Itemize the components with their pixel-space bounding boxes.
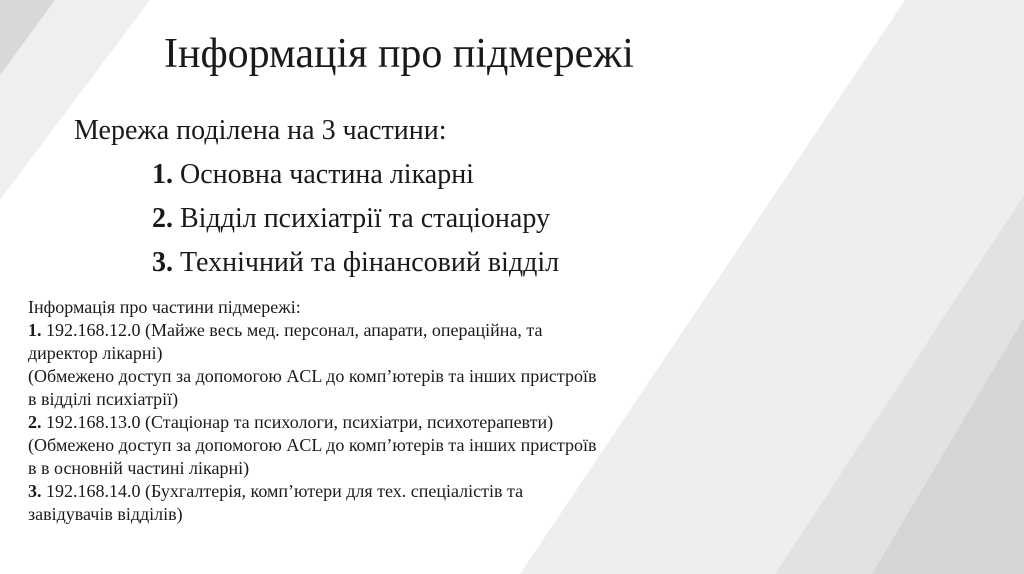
list-number: 1.	[28, 320, 42, 340]
network-part-label: Основна частина лікарні	[180, 159, 474, 190]
intro-text: Мережа поділена на 3 частини:	[74, 115, 447, 146]
subnet-entry	[28, 411, 608, 434]
network-part-item	[152, 197, 559, 241]
subnet-access-note: (Обмежено доступ за допомогою ACL до комп’ютерів та інших пристроїв в в основній частині лікарні)	[28, 435, 597, 478]
subnet-description: 192.168.12.0 (Майже весь мед. персонал, апарати, операційна, та директор лікарні)	[28, 320, 543, 363]
list-number: 2.	[152, 203, 173, 234]
subnet-details	[28, 296, 608, 526]
subnet-details-heading: Інформація про частини підмережі:	[28, 297, 301, 317]
subnet-access-note: (Обмежено доступ за допомогою ACL до комп’ютерів та інших пристроїв в відділі психіатрії)	[28, 366, 597, 409]
list-number: 1.	[152, 159, 173, 190]
subnet-description: 192.168.14.0 (Бухгалтерія, комп’ютери для тех. спеціалістів та завідувачів відділів)	[28, 481, 524, 524]
list-number: 3.	[28, 481, 42, 501]
subnet-entry	[28, 319, 608, 365]
list-number: 3.	[152, 247, 173, 278]
network-part-item	[152, 153, 559, 197]
subnet-description: 192.168.13.0 (Стаціонар та психологи, психіатри, психотерапевти)	[46, 412, 554, 432]
network-part-item	[152, 241, 559, 285]
slide-title: Інформація про підмережі	[164, 31, 634, 77]
subnet-entry	[28, 480, 608, 526]
network-part-label: Технічний та фінансовий відділ	[180, 247, 560, 278]
network-parts-list	[152, 153, 559, 285]
list-number: 2.	[28, 412, 42, 432]
network-part-label: Відділ психіатрії та стаціонару	[180, 203, 550, 234]
